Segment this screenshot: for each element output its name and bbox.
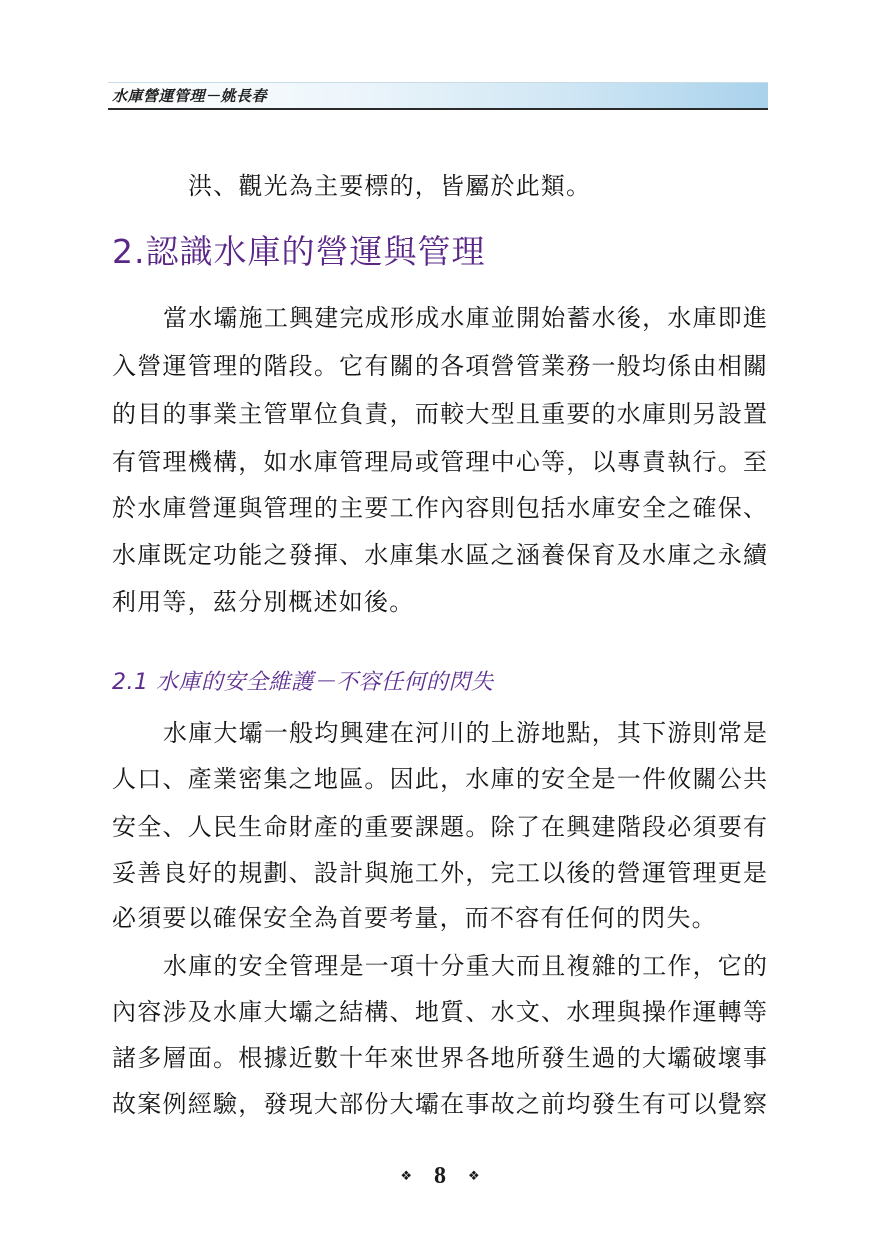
text-line: 水庫既定功能之發揮、水庫集水區之涵養保育及水庫之永續 xyxy=(112,541,768,569)
text-line: 有管理機構，如水庫管理局或管理中心等，以專責執行。至 xyxy=(112,448,768,476)
subsection-heading: 2.1 水庫的安全維護－不容任何的閃失 xyxy=(112,670,494,695)
page-number: 8 xyxy=(434,1162,446,1189)
running-header xyxy=(108,82,768,110)
text-line: 故案例經驗，發現大部份大壩在事故之前均發生有可以覺察 xyxy=(112,1090,768,1118)
text-line: 水庫大壩一般均興建在河川的上游地點，其下游則常是 xyxy=(163,719,768,747)
ornament-icon: ❖ xyxy=(400,1168,412,1184)
text-line: 當水壩施工興建完成形成水庫並開始蓄水後，水庫即進 xyxy=(163,304,768,332)
page-footer xyxy=(0,1158,880,1194)
ornament-icon: ❖ xyxy=(468,1168,480,1184)
running-header-title: 水庫營運管理－姚長春 xyxy=(112,87,268,105)
text-line: 於水庫營運與管理的主要工作內容則包括水庫安全之確保、 xyxy=(112,494,768,522)
section-heading: 2.認識水庫的營運與管理 xyxy=(112,232,486,271)
text-line: 的目的事業主管單位負責，而較大型且重要的水庫則另設置 xyxy=(112,400,768,428)
text-line: 水庫的安全管理是一項十分重大而且複雜的工作，它的 xyxy=(163,952,768,980)
text-line: 入營運管理的階段。它有關的各項營管業務一般均係由相關 xyxy=(112,352,768,380)
text-line: 洪、觀光為主要標的，皆屬於此類。 xyxy=(188,172,592,200)
text-line: 妥善良好的規劃、設計與施工外，完工以後的營運管理更是 xyxy=(112,859,768,887)
text-line: 諸多層面。根據近數十年來世界各地所發生過的大壩破壞事 xyxy=(112,1044,768,1072)
text-line: 內容涉及水庫大壩之結構、地質、水文、水理與操作運轉等 xyxy=(112,998,768,1026)
text-line: 安全、人民生命財產的重要課題。除了在興建階段必須要有 xyxy=(112,813,768,841)
text-line: 必須要以確保安全為首要考量，而不容有任何的閃失。 xyxy=(112,904,717,932)
text-line: 利用等，茲分別概述如後。 xyxy=(112,588,415,616)
text-line: 人口、產業密集之地區。因此，水庫的安全是一件攸關公共 xyxy=(112,765,768,793)
